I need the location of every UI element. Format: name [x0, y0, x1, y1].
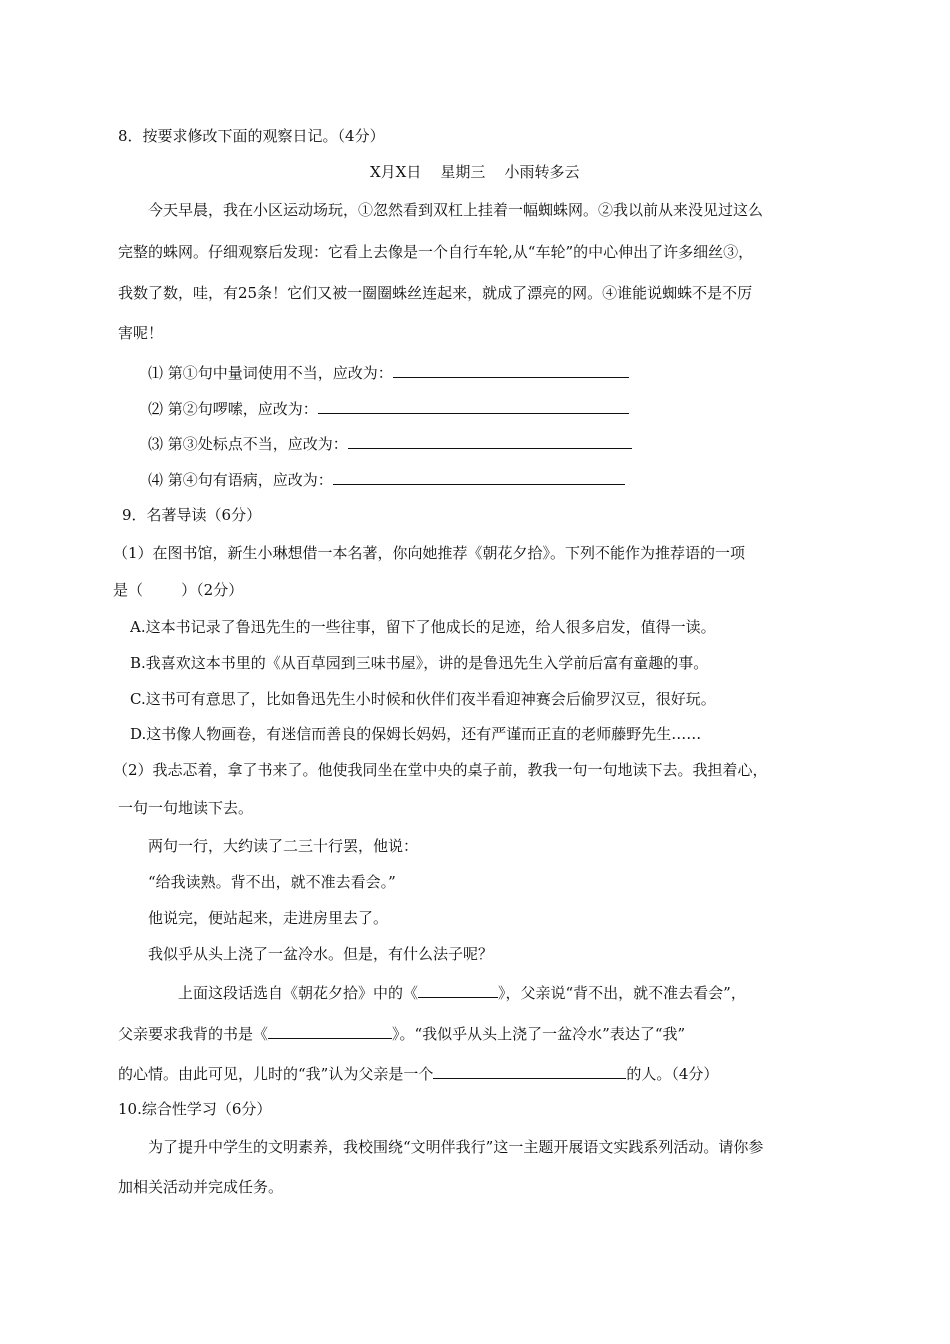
q9-book-title-blank[interactable]: [268, 1022, 392, 1039]
q8-answer-1-blank[interactable]: [393, 361, 629, 378]
q8-diary-date: X月X日 星期三 小雨转多云: [370, 163, 580, 181]
q8-diary-line-2: 完整的蛛网。仔细观察后发现：它看上去像是一个自行车轮,从“车轮”的中心伸出了许多细丝③，: [118, 243, 754, 261]
q8-sub-4: [148, 468, 625, 491]
q9-fill-line-3: [118, 1062, 718, 1085]
q9-fill-1-text-a: 上面这段话选自《朝花夕拾》中的《: [178, 984, 419, 1002]
q10-line-2: 加相关活动并完成任务。: [118, 1178, 284, 1196]
q9-option-a: A.这本书记录了鲁迅先生的一些往事，留下了他成长的足迹，给人很多启发，值得一读。: [130, 618, 716, 636]
q10-line-1: 为了提升中学生的文明素养，我校围绕“文明伴我行”这一主题开展语文实践系列活动。请你参: [148, 1138, 764, 1156]
q9-father-trait-blank[interactable]: [433, 1062, 626, 1079]
q9-heading: 9．名著导读（6分）: [122, 506, 262, 524]
q9-fill-2-text-b: 》。“我似乎从头上浇了一盆冷水”表达了“我”: [392, 1025, 686, 1043]
q8-sub-3: [148, 432, 632, 455]
q9-fill-1-text-b: 》，父亲说“背不出，就不准去看会”，: [498, 984, 746, 1002]
q9-part1-line-2: 是（ ）（2分）: [113, 581, 244, 599]
q9-fill-3-text-b: 的人。（4分）: [626, 1065, 719, 1083]
q9-fill-3-text-a: 的心情。由此可见，儿时的“我”认为父亲是一个: [118, 1065, 434, 1083]
q8-answer-2-blank[interactable]: [318, 397, 629, 414]
q9-option-d: D.这书像人物画卷，有迷信而善良的保姆长妈妈，还有严谨而正直的老师藤野先生……: [130, 725, 702, 743]
q8-sub-1: [148, 361, 629, 384]
q9-passage-line-2: “给我读熟。背不出，就不准去看会。”: [148, 873, 396, 891]
q9-option-b: B.我喜欢这本书里的《从百草园到三味书屋》，讲的是鲁迅先生入学前后富有童趣的事。: [130, 654, 709, 672]
q8-sub-2-label: ⑵ 第②句啰嗦，应改为：: [148, 400, 318, 418]
q8-sub-4-label: ⑷ 第④句有语病，应改为：: [148, 471, 333, 489]
q9-fill-line-1: [178, 981, 746, 1004]
q9-passage-line-1: 两句一行，大约读了二三十行罢，他说：: [148, 837, 419, 855]
q8-heading: 8．按要求修改下面的观察日记。（4分）: [118, 127, 385, 145]
q8-sub-2: [148, 397, 629, 420]
q8-diary-line-4: 害呢！: [118, 324, 164, 342]
q8-answer-3-blank[interactable]: [348, 432, 632, 449]
q8-diary-line-1: 今天早晨，我在小区运动场玩，①忽然看到双杠上挂着一幅蜘蛛网。②我以前从来没见过这么: [148, 201, 764, 219]
q8-sub-3-label: ⑶ 第③处标点不当，应改为：: [148, 435, 348, 453]
q8-answer-4-blank[interactable]: [333, 468, 625, 485]
q9-essay-title-blank[interactable]: [418, 981, 498, 998]
q9-part2-line-2: 一句一句地读下去。: [118, 799, 254, 817]
q8-sub-1-label: ⑴ 第①句中量词使用不当，应改为：: [148, 364, 393, 382]
q9-part1-line-1: （1）在图书馆，新生小琳想借一本名著，你向她推荐《朝花夕拾》。下列不能作为推荐语的一项: [113, 544, 746, 562]
q10-heading: 10.综合性学习（6分）: [118, 1100, 272, 1118]
q9-fill-2-text-a: 父亲要求我背的书是《: [118, 1025, 269, 1043]
q9-passage-line-3: 他说完，便站起来，走进房里去了。: [148, 909, 389, 927]
q9-passage-line-4: 我似乎从头上浇了一盆冷水。但是，有什么法子呢？: [148, 945, 494, 963]
q9-option-c: C.这书可有意思了，比如鲁迅先生小时候和伙伴们夜半看迎神赛会后偷罗汉豆，很好玩。: [130, 690, 716, 708]
q8-diary-line-3: 我数了数，哇，有25条！它们又被一圈圈蛛丝连起来，就成了漂亮的网。④谁能说蜘蛛不是不厉: [118, 284, 753, 302]
q9-part2-line-1: （2）我忐忑着，拿了书来了。他使我同坐在堂中央的桌子前，教我一句一句地读下去。我担着心，: [113, 761, 768, 779]
q9-fill-line-2: [118, 1022, 685, 1045]
